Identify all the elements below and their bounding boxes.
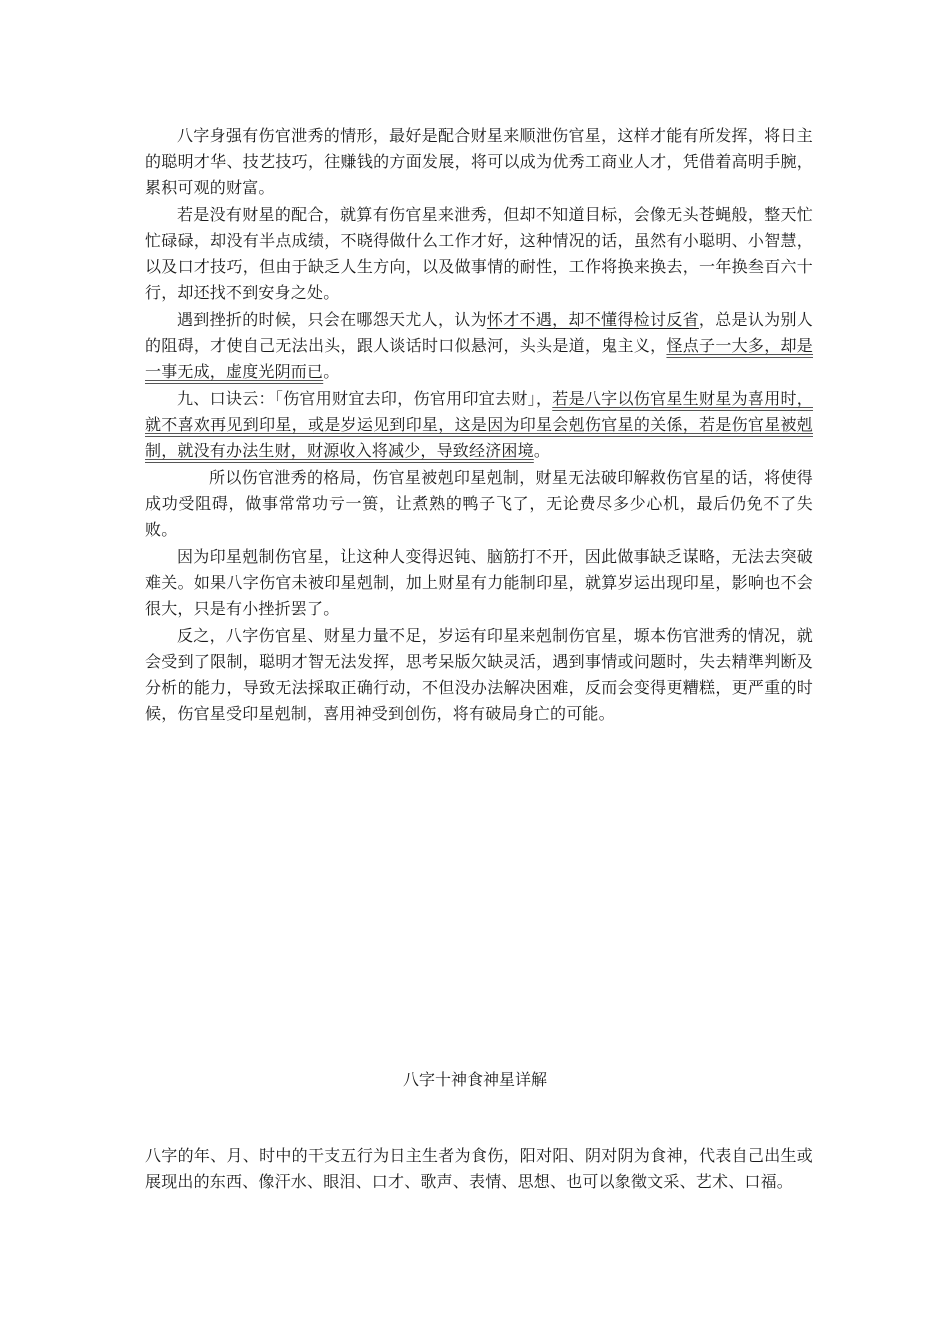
underlined-phrase-huaicai: 怀才不遇，却不懂得检讨反省 (486, 310, 699, 329)
section-shishen (145, 1143, 813, 1195)
paragraph-3-text-c: ，总是认为别人的阻碍，才使自己无法出头，跟人谈话时口似悬河，头头是道，鬼主义， (145, 310, 813, 355)
paragraph-2: 若是没有财星的配合，就算有伤官星来泄秀，但却不知道目标，会像无头苍蝇般，整天忙忙碌碌，却没有半点成绩，不晓得做什么工作才好，这种情况的话，虽然有小聪明、小智慧，以及口才技巧，但由于缺乏人生方向，以及做事情的耐性，工作将换来换去，一年换叁百六十行，却还找不到安身之处。 (145, 205, 813, 302)
paragraph-1: 八字身强有伤官泄秀的情形，最好是配合财星来顺泄伤官星，这样才能有所发挥，将日主的聪明才华、技艺技巧，往赚钱的方面发展，将可以成为优秀工商业人才，凭借着高明手腕，累积可观的财富。 (145, 126, 813, 197)
underlined-phrase-guaidianzi: 怪点子一大多，却是一事无成，虚度光阴而已 (145, 336, 813, 381)
paragraph-4-text-a: 九、口诀云：「伤官用财宜去印，伤官用印宜去财」， (177, 389, 553, 408)
paragraph-3-text-a: 遇到挫折的时候，只会在哪怨天尤人，认为 (177, 310, 487, 329)
underlined-passage-yinxing: 若是八字以伤官星生财星为喜用时，就不喜欢再见到印星，或是岁运见到印星，这是因为印星会剋伤官星的关係，若是伤官星被剋制，就没有办法生财，财源收入将减少，导致经济困境 (145, 389, 813, 460)
paragraph-shishen-1: 八字的年、月、时中的干支五行为日主生者为食伤，阳对阳、阴对阴为食神，代表自己出生或展现出的东西、像汗水、眼泪、口才、歌声、表情、思想、也可以象徵文采、艺术、口福。 (145, 1146, 813, 1191)
section-shangguan-xiexiu (145, 123, 813, 727)
paragraph-4 (145, 386, 813, 464)
paragraph-4-text-c: 。 (533, 441, 551, 460)
section-title: 八字十神食神星详解 (402, 1070, 547, 1089)
paragraph-3 (145, 307, 813, 385)
paragraph-3-text-e: 。 (323, 362, 340, 381)
paragraph-7: 反之，八字伤官星、财星力量不足，岁运有印星来剋制伤官星，塬本伤官泄秀的情况，就会受到了限制，聪明才智无法发挥，思考呆版欠缺灵活，遇到事情或问题时，失去精準判断及分析的能力，导致无法採取正确行动，不但没办法解决困难，反而会变得更糟糕，更严重的时候，伤官星受印星剋制，喜用神受到创伤，将有破局身亡的可能。 (145, 626, 813, 723)
paragraph-5: 所以伤官泄秀的格局，伤官星被剋印星剋制，财星无法破印解救伤官星的话，将使得成功受阻碍，做事常常功亏一篑，让煮熟的鸭子飞了，无论费尽多少心机，最后仍免不了失败。 (145, 468, 813, 539)
paragraph-6: 因为印星剋制伤官星，让这种人变得迟钝、脑筋打不开，因此做事缺乏谋略，无法去突破难关。如果八字伤官未被印星剋制，加上财星有力能制印星，就算岁运出现印星，影响也不会很大，只是有小挫折罢了。 (145, 547, 813, 618)
